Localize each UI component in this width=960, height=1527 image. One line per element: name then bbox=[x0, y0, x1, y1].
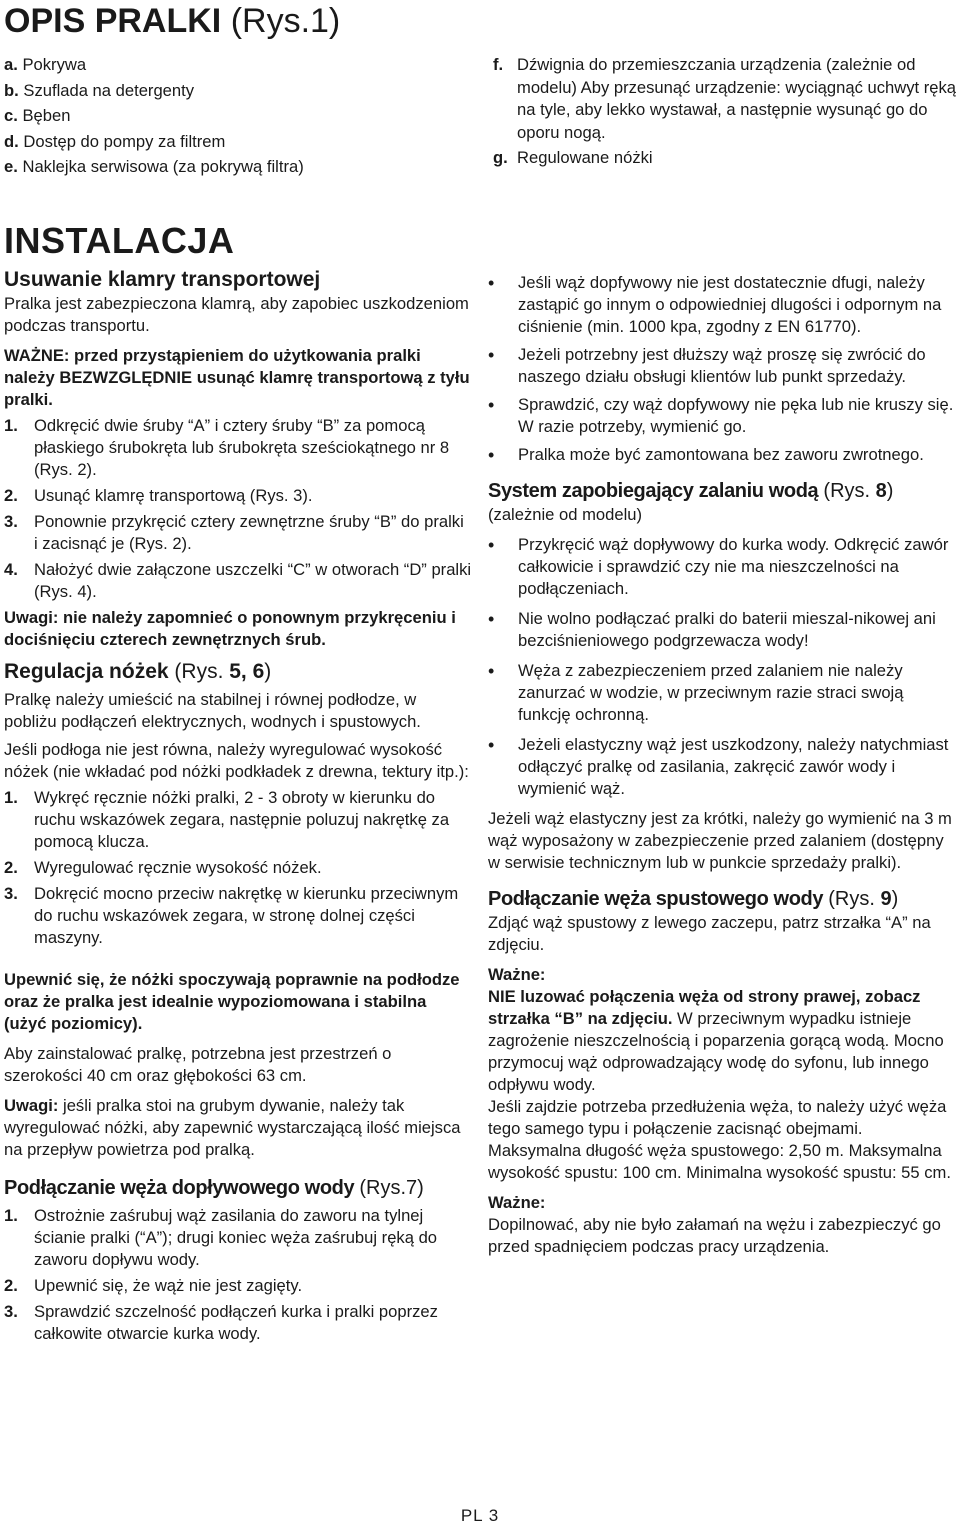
step-item: 4. Nałożyć dwie załączone uszczelki “C” w otworach “D” pralki (Rys. 4). bbox=[4, 560, 472, 601]
step-item: 1. Odkręcić dwie śruby “A” i cztery śruby “B” za pomocą płaskiego śrubokręta lub śrubokręta sześciokątnego nr 8 (Rys. 2). bbox=[4, 416, 450, 479]
regulacja-heading: Regulacja nóżek (Rys. 5, 6) bbox=[4, 660, 272, 683]
spust-p1: Zdjąć wąż spustowy z lewego zaczepu, patrz strzałka “A” na zdjęciu. bbox=[488, 913, 931, 954]
opis-section bbox=[4, 2, 474, 182]
regulacja-uwagi: Uwagi: jeśli pralka stoi na grubym dywanie, należy tak wyregulować nóżki, aby zapewnić wystarczającą ilość miejsca na przepływ powietrza pod pralką. bbox=[4, 1096, 461, 1159]
opis-list bbox=[4, 54, 474, 182]
regulacja-space: Aby zainstalować pralkę, potrzebna jest przestrzeń o szerokości 40 cm oraz głębokości 63 cm. bbox=[4, 1044, 392, 1085]
step-item: 1. Ostrożnie zaśrubuj wąż zasilania do zaworu na tylnej ścianie pralki (“A”); drugi koniec węża zaśrubuj ręką do zaworu dopływu wody. bbox=[4, 1206, 438, 1269]
regulacja-p2: Jeśli podłoga nie jest równa, należy wyregulować wysokość nóżek (nie wkładać pod nóżki podkładek z drewna, tektury itp.): bbox=[4, 740, 469, 781]
list-item: b. Szuflada na detergenty bbox=[4, 80, 195, 100]
usuwanie-intro: Pralka jest zabezpieczona klamrą, aby zapobiec uszkodzeniom podczas transportu. bbox=[4, 294, 469, 335]
bullet-item: • Węża z zabezpieczeniem przed zalaniem nie należy zanurzać w wodzie, w przeciwnym razie straci swoją funkcję ochronną. bbox=[488, 661, 904, 724]
bullet-item: • Jeżeli potrzebny jest dłuższy wąż proszę się zwrócić do naszego działu obsługi klientów lub punkt sprzedaży. bbox=[488, 345, 926, 386]
system-sub: (zależnie od modelu) bbox=[488, 505, 643, 524]
opis-list-right bbox=[493, 54, 958, 169]
step-item: 1. Wykręć ręcznie nóżki pralki, 2 - 3 obroty w kierunku do ruchu wskazówek zegara, następnie poluzuj nakrętkę za pomocą klucza. bbox=[4, 788, 450, 851]
step-item: 3. Sprawdzić szczelność podłączeń kurka i pralki poprzez całkowite otwarcie kurka wody. bbox=[4, 1302, 438, 1343]
regulacja-p1: Pralkę należy umieścić na stabilnej i równej podłodze, w pobliżu podłączeń elektrycznych, wodnych i spustowych. bbox=[4, 690, 421, 731]
list-item: e. Naklejka serwisowa (za pokrywą filtra) bbox=[4, 157, 304, 176]
bullet-item: • Przykręcić wąż dopływowy do kurka wody. Odkręcić zawór całkowicie i sprawdzić czy nie ma nieszczelności na podłączeniach. bbox=[488, 535, 949, 598]
instalacja-heading: INSTALACJA bbox=[4, 220, 235, 261]
bullet-item: • Nie wolno podłączać pralki do baterii mieszal-nikowej ani bezciśnieniowego podgrzewacza wody! bbox=[488, 609, 936, 650]
spust-wazne-2: Ważne: bbox=[488, 1193, 546, 1212]
step-item: 2. Upewnić się, że wąż nie jest zagięty. bbox=[4, 1276, 303, 1295]
list-item: c. Bęben bbox=[4, 106, 71, 125]
bullet-item: • Jeżeli elastyczny wąż jest uszkodzony, należy natychmiast odłączyć pralkę od zasilania, zakręcić zawór wody i wymienić wąż. bbox=[488, 735, 949, 798]
system-para: Jeżeli wąż elastyczny jest za krótki, należy go wymienić na 3 m wąż wyposażony w zabezpieczenie przed zalaniem (dostępny w serwisie technicznym lub w punkcie sprzedaży pralki). bbox=[488, 809, 952, 872]
spust-wazne-1: Ważne: bbox=[488, 965, 546, 984]
spust-p3: Dopilnować, aby nie było załamań na wężu i zabezpieczyć go przed spadnięciem podczas pracy urządzenia. bbox=[488, 1215, 941, 1256]
doplyw-heading: Podłączanie węża dopływowego wody (Rys.7) bbox=[4, 1177, 424, 1199]
step-item: 2. Usunąć klamrę transportową (Rys. 3). bbox=[4, 486, 313, 505]
spust-p2: Jeśli zajdzie potrzeba przedłużenia węża, to należy użyć węża tego samego typu i połączenie zacisnąć obejmami. Maksymalna długość węża spustowego: 2,50 m. Maksymalna wysokość spustu: 100 cm. Minimalna wysokość spustu: 55 cm. bbox=[488, 1097, 951, 1182]
system-heading: System zapobiegający zalaniu wodą (Rys. 8) bbox=[488, 480, 894, 502]
bullet-item: • Jeśli wąż dopfywowy nie jest dostatecznie dfugi, należy zastąpić go innym o odpowiedniej dlugości i odpornym na ciśnienie (min. 1000 kpa, zgodny z EN 61770). bbox=[488, 273, 942, 336]
usuwanie-note: Uwagi: nie należy zapomnieć o ponownym przykręceniu i dociśnięciu czterech zewnętrznych śrub. bbox=[4, 608, 456, 649]
spust-heading: Podłączanie węża spustowego wody (Rys. 9) bbox=[488, 888, 899, 910]
list-item: d. Dostęp do pompy za filtrem bbox=[4, 131, 226, 151]
step-item: 3. Ponownie przykręcić cztery zewnętrzne śruby “B” do pralki i zacisnąć je (Rys. 2). bbox=[4, 512, 464, 553]
bullet-item: • Pralka może być zamontowana bez zaworu zwrotnego. bbox=[488, 445, 924, 465]
usuwanie-warning: WAŻNE: przed przystąpieniem do użytkowania pralki należy BEZWZGLĘDNIE usunąć klamrę transportową z tyłu pralki. bbox=[4, 346, 470, 409]
step-item: 3. Dokręcić mocno przeciw nakrętkę w kierunku przeciwnym do ruchu wskazówek zegara, w stronę dolnej części maszyny. bbox=[4, 884, 459, 947]
regulacja-bold-note: Upewnić się, że nóżki spoczywają poprawnie na podłodze oraz że pralka jest idealnie wypoziomowana i stabilna (użyć poziomicy). bbox=[4, 970, 460, 1033]
opis-title: OPIS PRALKI (Rys.1) bbox=[4, 2, 341, 40]
bullet-item: • Sprawdzić, czy wąż dopfywowy nie pęka lub nie kruszy się. W razie potrzeby, wymienić go. bbox=[488, 395, 954, 436]
right-column bbox=[488, 272, 958, 1258]
page-number: PL 3 bbox=[460, 1506, 500, 1525]
list-item: a. Pokrywa bbox=[4, 55, 87, 74]
list-item: g. Regulowane nóżki bbox=[493, 148, 653, 167]
left-column bbox=[4, 221, 472, 1345]
list-item: f. Dźwignia do przemieszczania urządzenia (zależnie od modelu) Aby przesunąć urządzenie: wyciągnąć uchwyt ręką na tyle, aby lekko wystawał, a następnie wysunąć go do oporu nogą. bbox=[493, 55, 957, 142]
spust-warning: NIE luzować połączenia węża od strony prawej, zobacz strzałka “B” na zdjęciu. W przeciwnym wypadku istnieje zagrożenie nieszczelnością i poparzenia gorącą wodą. Mocno przymocuj wąż odprowadzający wodę do syfonu, lub innego odpływu wody. bbox=[488, 987, 944, 1094]
step-item: 2. Wyregulować ręcznie wysokość nóżek. bbox=[4, 858, 322, 877]
usuwanie-heading: Usuwanie klamry transportowej bbox=[4, 268, 321, 291]
